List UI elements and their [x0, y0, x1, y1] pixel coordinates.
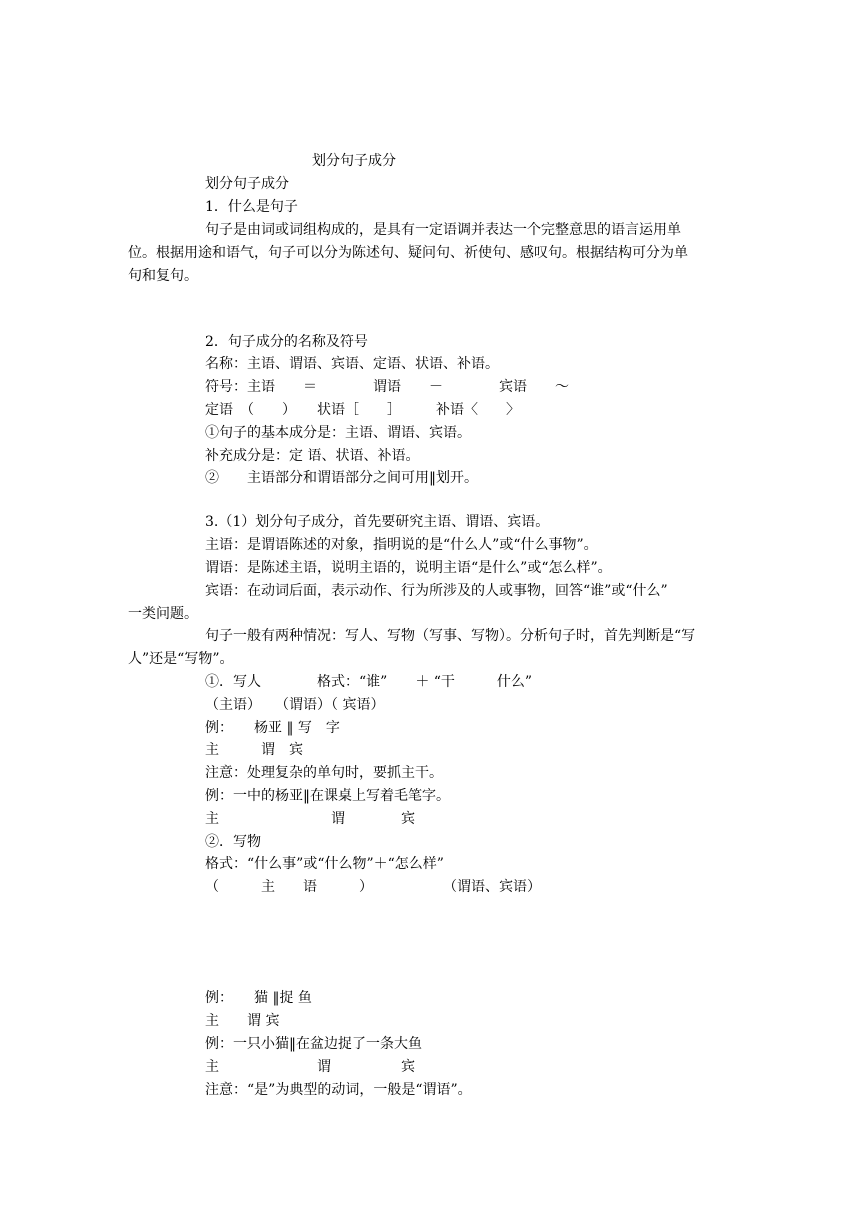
text-line: 注意：“是”为典型的动词，一般是“谓语”。 — [205, 1082, 472, 1098]
text-line: 宾语：在动词后面，表示动作、行为所涉及的人或事物，回答“谁”或“什么” — [205, 583, 668, 599]
paragraph-line: 句子是由词或词组构成的，是具有一定语调并表达一个完整意思的语言运用单 — [205, 222, 681, 238]
section-3-heading: 3.（1）划分句子成分，首先要研究主语、谓语、宾语。 — [205, 514, 550, 530]
text-line: ② 主语部分和谓语部分之间可用‖划开。 — [205, 470, 478, 486]
text-line: 例：一中的杨亚‖在课桌上写着毛笔字。 — [205, 788, 450, 804]
text-line: ①句子的基本成分是：主语、谓语、宾语。 — [205, 425, 471, 441]
text-line: 主 谓 宾 — [205, 811, 415, 827]
text-line: ①．写人 格式：“谁” ＋ “干 什么” — [205, 674, 533, 690]
text-line: 主语：是谓语陈述的对象，指明说的是“什么人”或“什么事物”。 — [205, 537, 598, 553]
text-line: 注意：处理复杂的单句时，要抓主干。 — [205, 765, 443, 781]
text-line: 定语 （ ） 状语［ ］ 补语〈 〉 — [205, 402, 520, 418]
text-line: 一类问题。 — [128, 606, 198, 622]
text-line: 补充成分是：定 语、状语、补语。 — [205, 448, 420, 464]
text-line: （ 主 语 ） （谓语、宾语） — [205, 879, 541, 895]
text-line: （主语） （谓语）（ 宾语） — [205, 697, 385, 713]
text-line: 例： 杨亚 ‖ 写 字 — [205, 720, 340, 736]
text-line: 主 谓 宾 — [205, 1059, 415, 1075]
text-line: 符号：主语 ＝ 谓语 － 宾语 ～ — [205, 379, 569, 395]
text-line: 例： 猫 ‖捉 鱼 — [205, 990, 312, 1006]
paragraph-line: 位。根据用途和语气，句子可以分为陈述句、疑问句、祈使句、感叹句。根据结构可分为单 — [128, 245, 688, 261]
section-2-heading: 2．句子成分的名称及符号 — [205, 334, 368, 350]
text-line: 名称：主语、谓语、宾语、定语、状语、补语。 — [205, 356, 499, 372]
text-line: ②．写物 — [205, 834, 261, 850]
text-line: 人”还是“写物”。 — [128, 651, 234, 667]
text-line: 例：一只小猫‖在盆边捉了一条大鱼 — [205, 1036, 422, 1052]
text-line: 主 谓 宾 — [205, 1013, 280, 1029]
doc-title: 划分句子成分 — [312, 153, 396, 169]
text-line: 主 谓 宾 — [205, 742, 303, 758]
text-line: 格式：“什么事”或“什么物”＋“怎么样” — [205, 856, 444, 872]
subtitle: 划分句子成分 — [205, 176, 289, 192]
text-line: 句子一般有两种情况：写人、写物（写事、写物）。分析句子时，首先判断是“写 — [205, 628, 696, 644]
section-1-heading: 1．什么是句子 — [205, 199, 298, 215]
text-line: 谓语：是陈述主语，说明主语的，说明主语“是什么”或“怎么样”。 — [205, 560, 612, 576]
paragraph-line: 句和复句。 — [128, 268, 198, 284]
